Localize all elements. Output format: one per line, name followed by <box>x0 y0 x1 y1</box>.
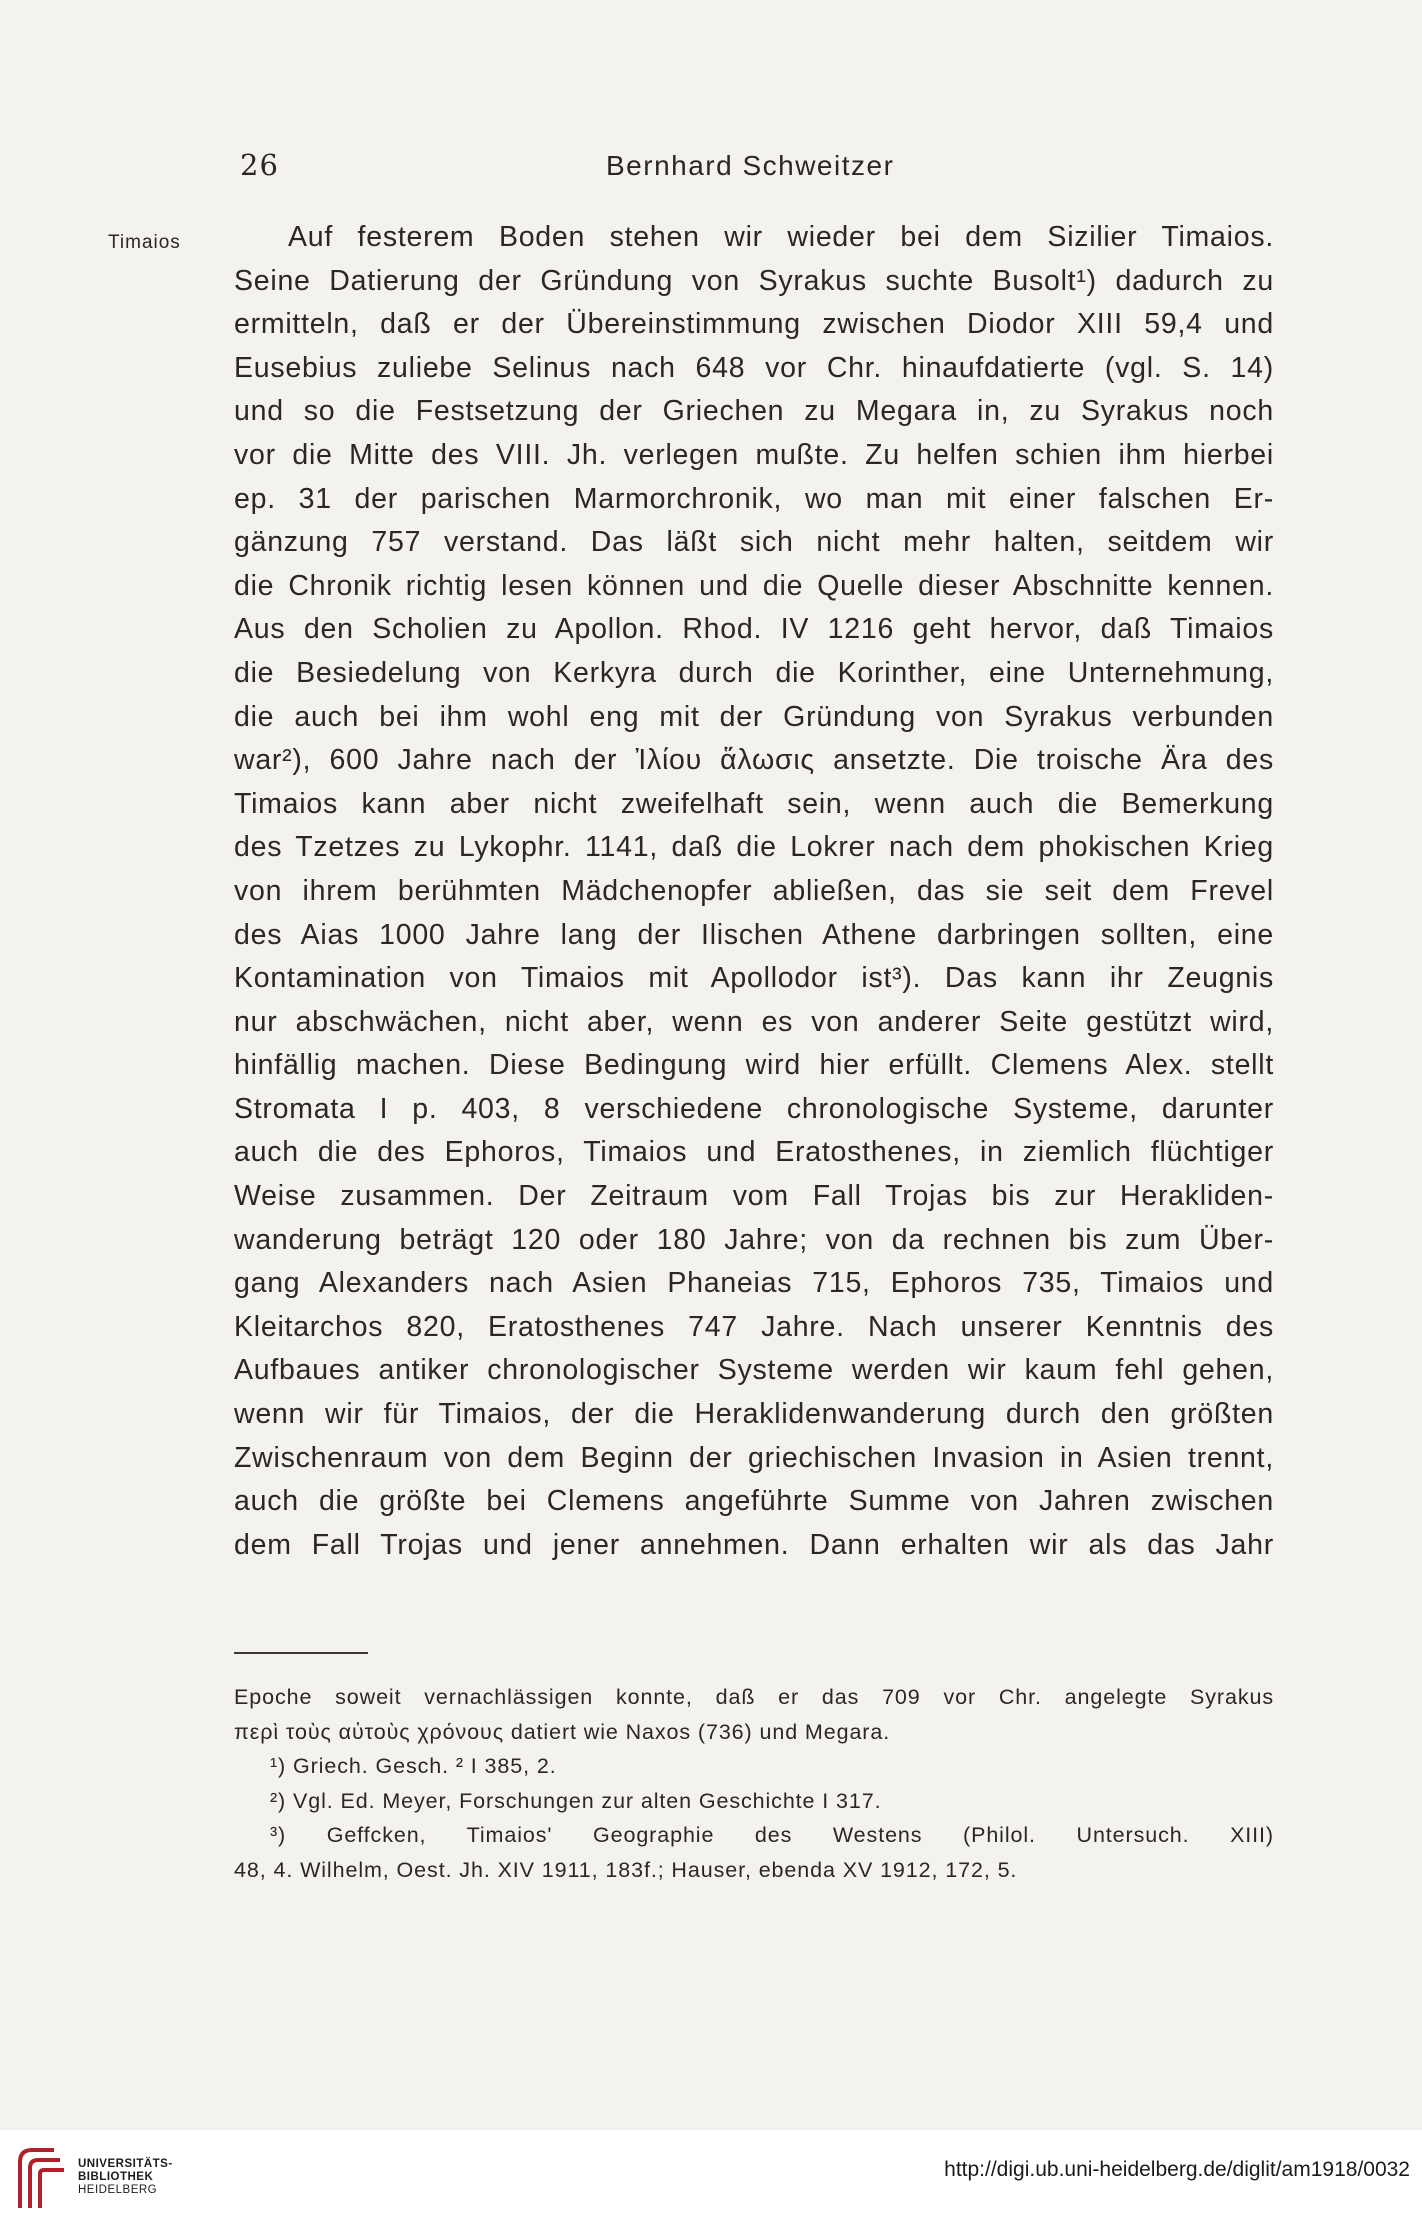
footnote-carryover-line: Epoche soweit vernachlässigen konnte, daß er das 709 vor Chr. angelegte Syrakus <box>234 1685 1274 1709</box>
library-name: UNIVERSITÄTS- BIBLIOTHEK HEIDELBERG <box>78 2158 173 2196</box>
body-line: Kleitarchos 820, Eratosthenes 747 Jahre. Nach unserer Kenntnis des <box>234 1310 1274 1343</box>
body-line: Stromata I p. 403, 8 verschiedene chronologische Systeme, darunter <box>234 1092 1274 1125</box>
body-line: nur abschwächen, nicht aber, wenn es von anderer Seite gestützt wird, <box>234 1005 1274 1038</box>
body-line: Aufbaues antiker chronologischer Systeme werden wir kaum fehl gehen, <box>234 1354 1274 1387</box>
body-line: hinfällig machen. Diese Bedingung wird hier erfüllt. Clemens Alex. stellt <box>234 1049 1274 1082</box>
body-line: auch die größte bei Clemens angeführte Summe von Jahren zwischen <box>234 1485 1274 1518</box>
body-line: die Chronik richtig lesen können und die Quelle dieser Abschnitte kennen. <box>234 569 1274 602</box>
body-line: und so die Festsetzung der Griechen zu Megara in, zu Syrakus noch <box>234 395 1274 428</box>
body-text <box>234 216 1274 1567</box>
footnote-3-continuation: 48, 4. Wilhelm, Oest. Jh. XIV 1911, 183f.; Hauser, ebenda XV 1912, 172, 5. <box>234 1857 1018 1882</box>
body-line: auch die des Ephoros, Timaios und Eratosthenes, in ziemlich flüchtiger <box>234 1136 1274 1169</box>
footnotes <box>234 1680 1274 1888</box>
body-line: vor die Mitte des VIII. Jh. verlegen mußte. Zu helfen schien ihm hierbei <box>234 438 1274 471</box>
body-line: gang Alexanders nach Asien Phaneias 715, Ephoros 735, Timaios und <box>234 1267 1274 1300</box>
source-url-link[interactable]: http://digi.ub.uni-heidelberg.de/diglit/am1918/0032 <box>944 2158 1410 2181</box>
footnote-1: ¹) Griech. Gesch. ² I 385, 2. <box>270 1754 557 1779</box>
body-line: Seine Datierung der Gründung von Syrakus suchte Busolt¹) dadurch zu <box>234 264 1274 297</box>
body-line: ermitteln, daß er der Übereinstimmung zwischen Diodor XIII 59,4 und <box>234 308 1274 341</box>
footnote-2: ²) Vgl. Ed. Meyer, Forschungen zur alten Geschichte I 317. <box>270 1788 882 1813</box>
library-logo-icon <box>14 2142 70 2214</box>
library-footer <box>0 2130 1422 2228</box>
footnote-rule <box>234 1652 368 1654</box>
body-line: wanderung beträgt 120 oder 180 Jahre; von da rechnen bis zum Über- <box>234 1223 1274 1256</box>
body-line: Zwischenraum von dem Beginn der griechischen Invasion in Asien trennt, <box>234 1441 1274 1474</box>
body-line: die Besiedelung von Kerkyra durch die Korinther, eine Unternehmung, <box>234 656 1274 689</box>
body-line: des Aias 1000 Jahre lang der Ilischen Athene darbringen sollten, eine <box>234 918 1274 951</box>
body-line: des Tzetzes zu Lykophr. 1141, daß die Lokrer nach dem phokischen Krieg <box>234 831 1274 864</box>
body-line: von ihrem berühmten Mädchenopfer abließen, das sie seit dem Frevel <box>234 874 1274 907</box>
logo-strokes <box>20 2150 64 2208</box>
body-line: Aus den Scholien zu Apollon. Rhod. IV 1216 geht hervor, daß Timaios <box>234 613 1274 646</box>
body-line: ep. 31 der parischen Marmorchronik, wo man mit einer falschen Er- <box>234 482 1274 515</box>
running-head-author: Bernhard Schweitzer <box>606 150 895 181</box>
body-line: Auf festerem Boden stehen wir wieder bei dem Sizilier Timaios. <box>288 221 1274 253</box>
body-line: war²), 600 Jahre nach der Ἰλίου ἅλωσις ansetzte. Die troische Ära des <box>234 744 1274 777</box>
page-number: 26 <box>240 148 279 182</box>
footnote-carryover-line: περὶ τοὺς αὐτοὺς χρόνους datiert wie Naxos (736) und Megara. <box>234 1719 891 1744</box>
body-line: Weise zusammen. Der Zeitraum vom Fall Trojas bis zur Herakliden- <box>234 1180 1274 1213</box>
footnote-3: ³) Geffcken, Timaios' Geographie des Westens (Philol. Untersuch. XIII) <box>270 1823 1274 1848</box>
body-line: gänzung 757 verstand. Das läßt sich nicht mehr halten, seitdem wir <box>234 526 1274 559</box>
body-line: Kontamination von Timaios mit Apollodor ist³). Das kann ihr Zeugnis <box>234 962 1274 995</box>
body-line: die auch bei ihm wohl eng mit der Gründung von Syrakus verbunden <box>234 700 1274 733</box>
margin-note: Timaios <box>108 232 181 253</box>
body-line: dem Fall Trojas und jener annehmen. Dann erhalten wir als das Jahr <box>234 1528 1274 1561</box>
running-header <box>0 148 1422 188</box>
body-line: wenn wir für Timaios, der die Heraklidenwanderung durch den größten <box>234 1398 1274 1431</box>
body-line: Timaios kann aber nicht zweifelhaft sein, wenn auch die Bemerkung <box>234 787 1274 820</box>
body-line: Eusebius zuliebe Selinus nach 648 vor Chr. hinaufdatierte (vgl. S. 14) <box>234 351 1274 384</box>
